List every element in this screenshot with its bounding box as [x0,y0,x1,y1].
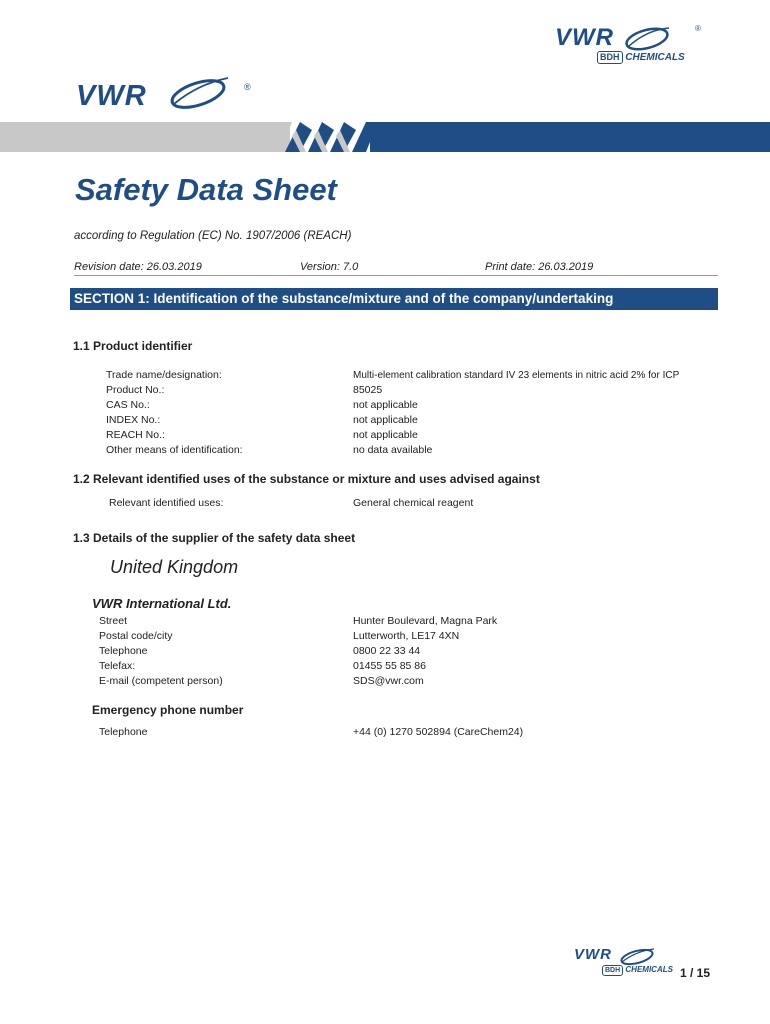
supplier-label: Telephone [99,645,148,657]
pi-value: Multi-element calibration standard IV 23 elements in nitric acid 2% for ICP [353,370,680,381]
bdh-badge: BDH [597,51,623,64]
pi-label: Product No.: [106,384,165,396]
uses-heading: 1.2 Relevant identified uses of the substance or mixture and uses advised against [73,472,540,486]
main-logo [76,72,256,112]
uses-value: General chemical reagent [353,497,474,509]
page-number: 1 / 15 [680,966,711,980]
page-title: Safety Data Sheet [75,172,337,207]
pi-label: Other means of identification: [106,444,243,456]
pi-value: 85025 [353,384,383,396]
main-logo-brand: VWR [76,80,147,112]
supplier-label: Postal code/city [99,630,173,642]
supplier-company: VWR International Ltd. [92,596,232,611]
emergency-heading: Emergency phone number [92,703,244,717]
header-logo-brand: VWR [555,24,614,51]
pi-value: no data available [353,444,433,456]
header-logo-leaf-icon [623,24,673,52]
section-1-title: SECTION 1: Identification of the substance/mixture and of the company/undertaking [70,288,718,310]
uses-label: Relevant identified uses: [109,497,224,509]
footer-logo-sub [602,965,673,976]
supplier-values [353,614,653,689]
pi-value: not applicable [353,399,418,411]
supplier-value: Hunter Boulevard, Magna Park [353,615,498,627]
pi-label: REACH No.: [106,429,165,441]
supplier-labels [99,614,329,689]
revision-date: Revision date: 26.03.2019 [74,261,202,273]
pi-value: not applicable [353,429,418,441]
supplier-country: United Kingdom [110,557,239,577]
product-identifier-values [353,368,723,458]
supplier-label: E-mail (competent person) [99,675,223,687]
footer-logo [574,946,674,980]
main-logo-leaf-icon [168,72,232,112]
header-logo-registered: ® [695,24,701,33]
pi-label: INDEX No.: [106,414,161,426]
version: Version: 7.0 [300,261,359,273]
regulation-subtitle: according to Regulation (EC) No. 1907/2006 (REACH) [74,230,352,242]
header-logo-chemicals: CHEMICALS [625,52,685,63]
supplier-value: 01455 55 85 86 [353,660,426,672]
pi-label: CAS No.: [106,399,150,411]
product-identifier-heading: 1.1 Product identifier [73,339,193,353]
print-date: Print date: 26.03.2019 [485,261,594,273]
header-logo-sub [597,51,685,64]
supplier-value: 0800 22 33 44 [353,645,421,657]
footer-logo-brand: VWR [574,946,612,963]
supplier-label: Street [99,615,128,627]
supplier-email[interactable]: SDS@vwr.com [353,675,424,687]
footer-logo-leaf-icon [618,946,658,966]
supplier-heading: 1.3 Details of the supplier of the safety data sheet [73,531,356,545]
revision-row [74,259,718,276]
emergency-label: Telephone [99,726,148,738]
main-logo-registered: ® [244,82,251,92]
header-banner [0,122,770,152]
emergency-value: +44 (0) 1270 502894 (CareChem24) [353,726,524,738]
header-logo [555,24,715,66]
footer-logo-chemicals: CHEMICALS [625,965,673,974]
pi-label: Trade name/designation: [106,369,222,381]
supplier-value: Lutterworth, LE17 4XN [353,630,460,642]
supplier-label: Telefax: [99,660,136,672]
footer-bdh-badge: BDH [602,965,623,976]
product-identifier-labels [106,368,336,458]
pi-value: not applicable [353,414,418,426]
